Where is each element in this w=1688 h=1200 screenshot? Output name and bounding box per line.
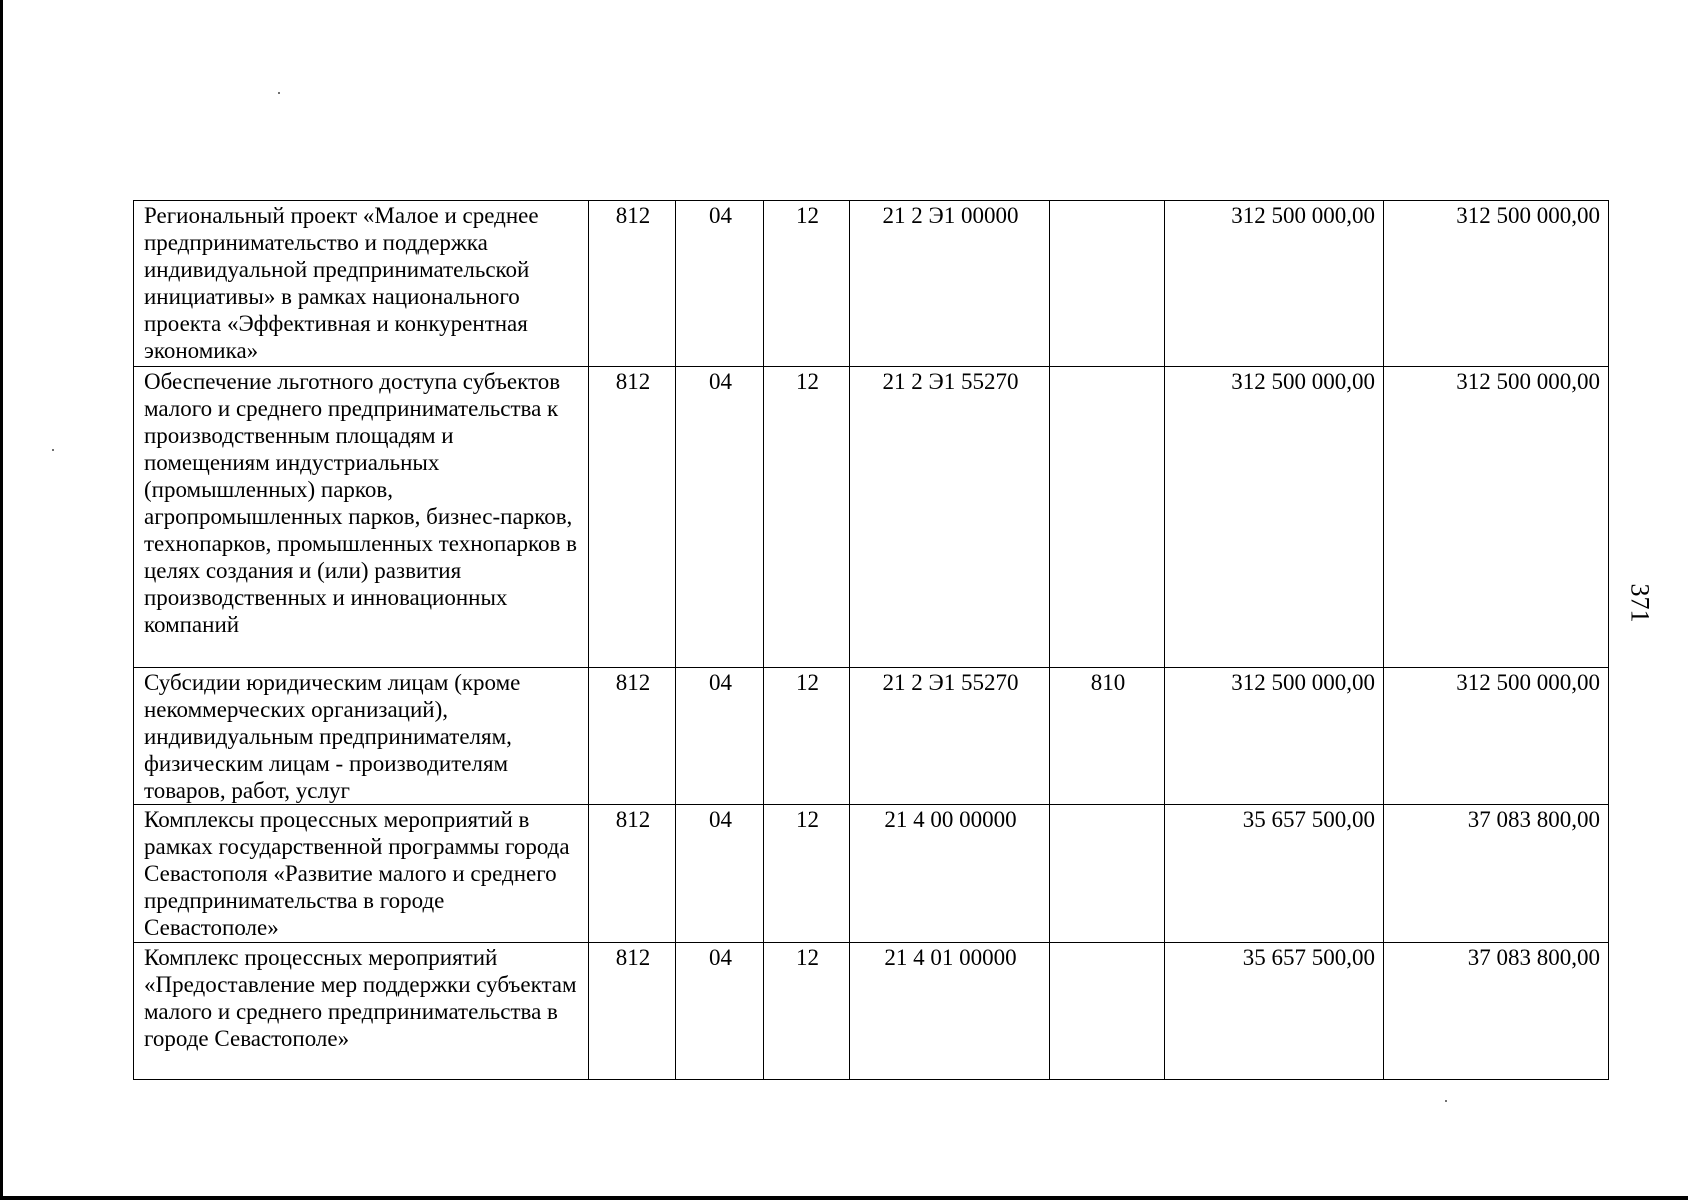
table-row [134,367,1609,668]
budget-table [133,200,1609,1080]
scan-left-border [0,0,3,1200]
scan-speck [278,92,280,94]
cell-name: Обеспечение льготного доступа субъектов малого и среднего предпринимательства к производственным площадям и помещениям индустриальных (промышленных) парков, агропромышленных парков, бизнес-парков, технопарков, промышленных технопарков в целях создания и (или) развития производственных и инновационных компаний [134,367,589,668]
cell-name: Комплексы процессных мероприятий в рамках государственной программы города Севастополя «Развитие малого и среднего предпринимательства в городе Севастополе» [134,805,589,943]
cell-type: 810 [1050,668,1165,805]
cell-subsection: 12 [764,201,850,367]
cell-ministry: 812 [589,805,676,943]
cell-subsection: 12 [764,668,850,805]
cell-name: Субсидии юридическим лицам (кроме некоммерческих организаций), индивидуальным предпринимателям, физическим лицам - производителям товаров, работ, услуг [134,668,589,805]
cell-sum-2: 312 500 000,00 [1384,367,1609,668]
cell-type [1050,943,1165,1080]
cell-target: 21 2 Э1 00000 [850,201,1050,367]
cell-target: 21 4 01 00000 [850,943,1050,1080]
cell-sum-1: 312 500 000,00 [1165,367,1384,668]
scan-bottom-border [0,1196,1688,1200]
cell-subsection: 12 [764,943,850,1080]
cell-sum-2: 312 500 000,00 [1384,668,1609,805]
cell-section: 04 [676,943,764,1080]
cell-ministry: 812 [589,668,676,805]
cell-sum-1: 35 657 500,00 [1165,805,1384,943]
cell-sum-1: 35 657 500,00 [1165,943,1384,1080]
table-row [134,201,1609,367]
scan-speck [52,449,54,451]
cell-sum-2: 37 083 800,00 [1384,805,1609,943]
table-row [134,668,1609,805]
cell-name: Региональный проект «Малое и среднее предпринимательство и поддержка индивидуальной предпринимательской инициативы» в рамках национального проекта «Эффективная и конкурентная экономика» [134,201,589,367]
cell-section: 04 [676,805,764,943]
cell-sum-2: 37 083 800,00 [1384,943,1609,1080]
cell-section: 04 [676,367,764,668]
cell-subsection: 12 [764,367,850,668]
page-number: 371 [1625,583,1655,623]
cell-sum-1: 312 500 000,00 [1165,201,1384,367]
table-row [134,805,1609,943]
cell-ministry: 812 [589,201,676,367]
cell-section: 04 [676,201,764,367]
cell-target: 21 2 Э1 55270 [850,668,1050,805]
table-row [134,943,1609,1080]
cell-subsection: 12 [764,805,850,943]
cell-ministry: 812 [589,367,676,668]
scan-speck [1445,1100,1447,1102]
cell-target: 21 2 Э1 55270 [850,367,1050,668]
cell-type [1050,805,1165,943]
cell-sum-1: 312 500 000,00 [1165,668,1384,805]
cell-type [1050,201,1165,367]
cell-type [1050,367,1165,668]
cell-sum-2: 312 500 000,00 [1384,201,1609,367]
cell-target: 21 4 00 00000 [850,805,1050,943]
cell-ministry: 812 [589,943,676,1080]
cell-name: Комплекс процессных мероприятий «Предоставление мер поддержки субъектам малого и среднего предпринимательства в городе Севастополе» [134,943,589,1080]
cell-section: 04 [676,668,764,805]
